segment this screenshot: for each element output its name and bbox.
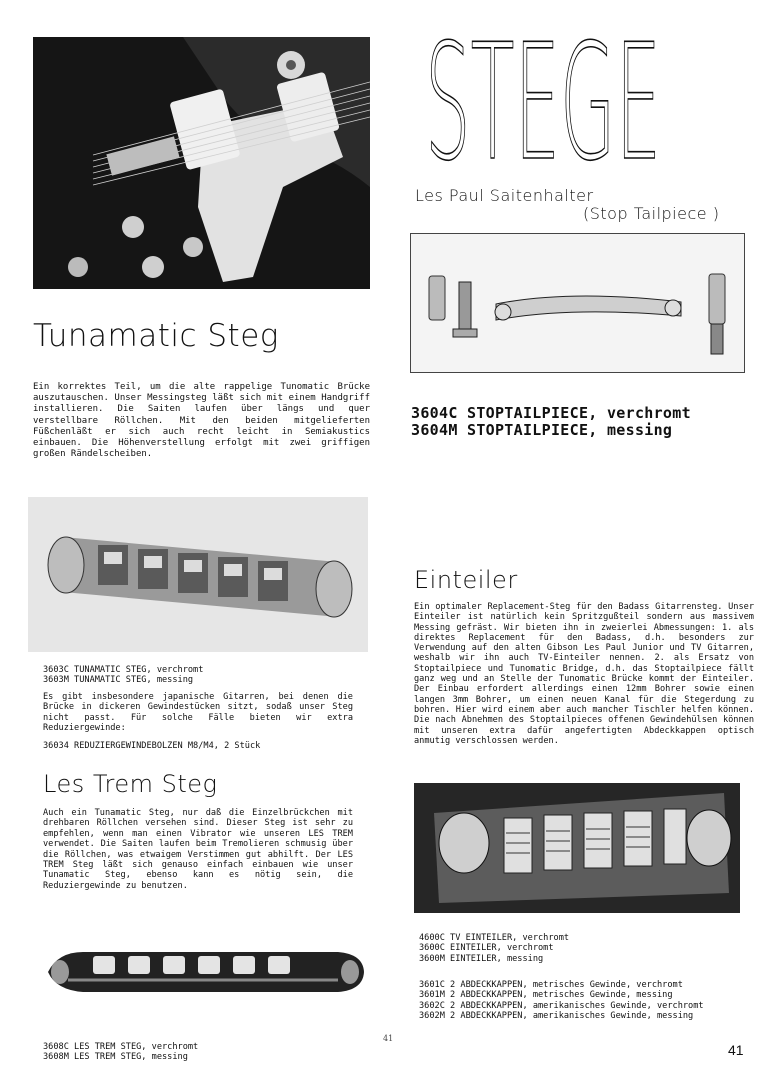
einteiler-description: Ein optimaler Replacement-Steg für den Badass Gitarrensteg. Unser Einteiler ist natürlich kein Spritzgußteil sondern aus massivem Messing gefräst. Wir bieten ihn in zweierlei Abmessungen: 1. als direktes Replacement für den Badass, d.h. besonders zur Verwendung auf den alten Gibson Les Paul Junior und TV Gitarren, weshalb wir ihn auch TV-Einteiler nennen. 2. als Ersatz von Stoptailpiece und Tunomatic Bridge, d.h. das Stoptailpiece fällt ganz weg und an Stelle der Tunomatic Brücke kommt der Einteiler. Der Einbau erfordert allerdings einen 12mm Bohrer sowie einen langen 3mm Bohrer, um einen neuen Kanal für die Stegerdung zu bohren. Hier wird einem aber auch mancher Tischler helfen können. Die nach Abnehmen des Stoptailpieces offenen Gewindehülsen können mit unseren extra dafür angefertigten Abdeckkappen optisch anmutig verschlossen werden.: [414, 602, 754, 746]
einteiler-codes: [419, 933, 569, 964]
page-title: [425, 28, 665, 173]
trem-heading: Les Trem Steg: [43, 770, 218, 798]
caps-code-item: 3601M 2 ABDECKKAPPEN, metrisches Gewinde, messing: [419, 990, 673, 1001]
einteiler-photo: [414, 783, 740, 913]
tunamatic-code-item: 3603M TUNAMATIC STEG, messing: [43, 675, 194, 686]
page-title-text: STEGE: [425, 28, 661, 173]
stoptail-code-item: 3604C STOPTAILPIECE, verchromt: [411, 404, 691, 422]
trem-code-item: 3608C LES TREM STEG, verchromt: [43, 1042, 199, 1052]
tunamatic-heading: Tunamatic Steg: [33, 318, 279, 354]
caps-code-item: 3602C 2 ABDECKKAPPEN, amerikanisches Gewinde, verchromt: [419, 1000, 704, 1011]
stoptail-heading-line1: Les Paul Saitenhalter: [415, 186, 594, 205]
trem-photo: [38, 932, 370, 1010]
einteiler-code-item: 3600M EINTEILER, messing: [419, 953, 544, 964]
extra-code-item: 36034 REDUZIERGEWINDEBOLZEN M8/M4, 2 Stück: [43, 741, 261, 751]
einteiler-code-item: 3600C EINTEILER, verchromt: [419, 943, 554, 954]
einteiler-code-item: 4600C TV EINTEILER, verchromt: [419, 933, 570, 943]
tunamatic-extra-code: [43, 741, 260, 751]
tunamatic-codes: [43, 665, 203, 686]
trem-description: Auch ein Tunamatic Steg, nur daß die Einzelbrückchen mit drehbaren Röllchen versehen sind. Dieser Steg ist sehr zu empfehlen, wenn man einen Vibrator wie unseren LES TREM verwendet. Die Saiten laufen beim Tremolieren schmusig über die Röllchen, was etwaigem Verstimmen gut abhilft. Der LES TREM Steg läßt sich genauso einfach einbauen wie unser Tunamatic Steg, ebenso kann es nötig sein, die Reduziergewinde zu benutzen.: [43, 808, 353, 891]
einteiler-heading: Einteiler: [414, 566, 518, 594]
guitar-bridge-photo: [33, 37, 370, 289]
caps-code-item: 3602M 2 ABDECKKAPPEN, amerikanisches Gewinde, messing: [419, 1011, 694, 1022]
stoptail-code-item: 3604M STOPTAILPIECE, messing: [411, 421, 673, 439]
abdeckkappen-codes: [419, 980, 704, 1022]
stege-title-graphic: [425, 28, 665, 173]
trem-code-item: 3608M LES TREM STEG, messing: [43, 1052, 188, 1063]
caps-code-item: 3601C 2 ABDECKKAPPEN, metrisches Gewinde, verchromt: [419, 980, 683, 990]
page-number: 41: [728, 1042, 744, 1058]
stoptail-photo: [410, 233, 745, 373]
tunamatic-description: Ein korrektes Teil, um die alte rappelige Tunomatic Brücke auszutauschen. Unser Messingsteg läßt sich mit einem Handgriff installieren. Die Saiten laufen über längs und quer verstellbare Röllchen. Mit den beiden mitgelieferten Füßchenläßt er sich auch recht leicht in Semiakustics einbauen. Die Höhenverstellung erfolgt mit zwei griffigen großen Rändelscheiben.: [33, 382, 370, 460]
center-page-number: 41: [383, 1034, 394, 1043]
stoptail-codes: [411, 405, 691, 439]
tunamatic-note: Es gibt insbesondere japanische Gitarren, bei denen die Brücke in dickeren Gewindestücken sitzt, sodaß unser Steg nicht passt. Für solche Fälle bieten wir extra Reduziergewinde:: [43, 692, 353, 734]
tunamatic-photo: [28, 497, 368, 652]
tunamatic-code-item: 3603C TUNAMATIC STEG, verchromt: [43, 665, 204, 675]
stoptail-heading-line2: (Stop Tailpiece ): [583, 204, 720, 223]
trem-codes: [43, 1042, 198, 1063]
